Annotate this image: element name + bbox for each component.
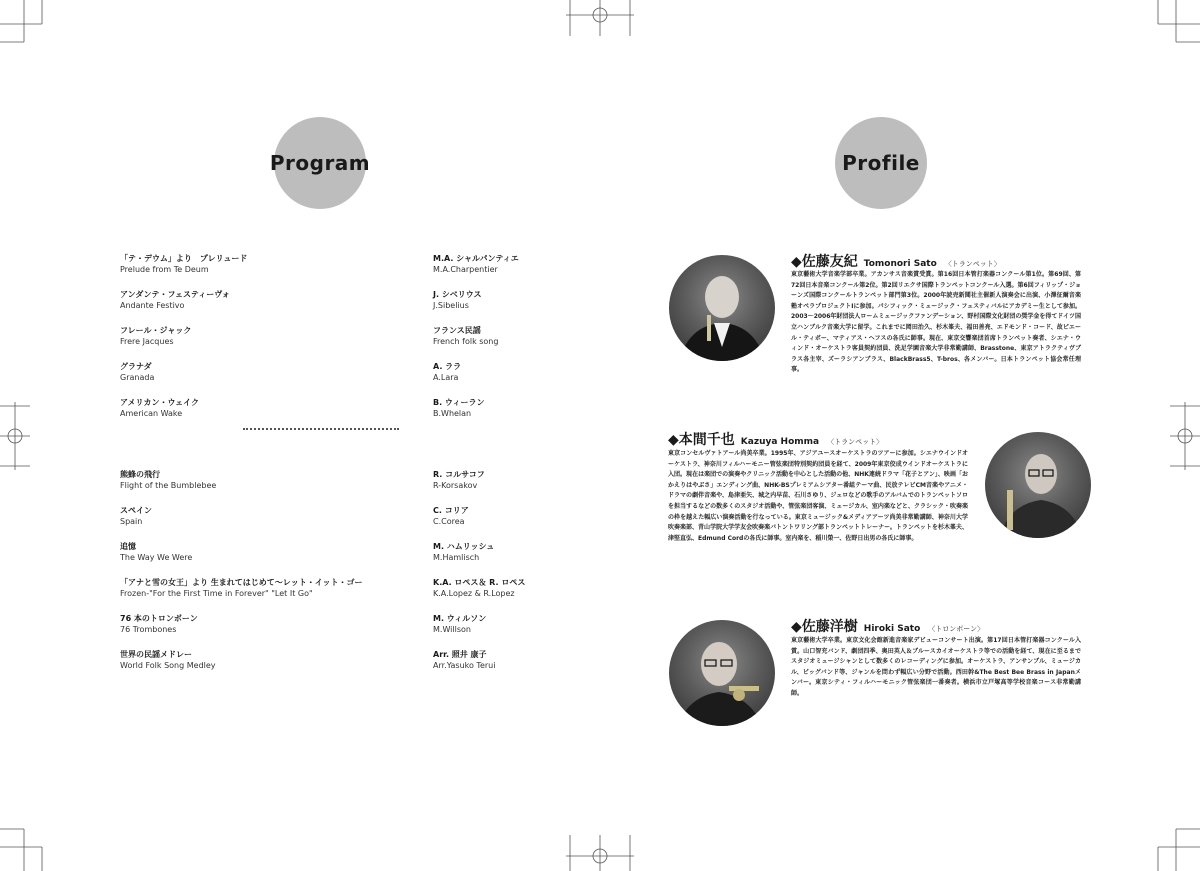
piece-title-en: Granada <box>120 373 155 382</box>
performer-photo-trumpet-1 <box>669 255 775 361</box>
profile-name-row <box>668 431 883 450</box>
piece-title-jp: 「テ・デウム」より プレリュード <box>120 254 248 263</box>
performer-photo-trombone <box>669 620 775 726</box>
piece-title-en: 76 Trombones <box>120 625 177 634</box>
composer-jp: フランス民謡 <box>433 326 481 335</box>
performer-photo-trumpet-2 <box>985 432 1091 538</box>
profile-name-jp: ◆本間千也 <box>668 432 735 448</box>
profile-name-row <box>791 618 984 637</box>
program-item <box>120 541 363 563</box>
piece-title-jp: 「アナと雪の女王」より 生まれてはじめて～レット・イット・ゴー <box>120 578 363 587</box>
profile-name-jp: ◆佐藤友紀 <box>791 254 858 270</box>
program-composer <box>433 577 525 599</box>
composer-en: R-Korsakov <box>433 481 478 490</box>
piece-title-jp: 76 本のトロンボーン <box>120 614 198 623</box>
composer-jp: C. コリア <box>433 506 469 515</box>
piece-title-en: Frere Jacques <box>120 337 174 346</box>
profile-bio: 東京藝術大学卒業。東京文化会館新進音楽家デビューコンサート出演。第17回日本管打楽器コンクール入賞。山口智充バンド、劇団四季、奥田英人＆ブルースカイオーケストラ等での活動を経て、現在に至るまでスタジオミュージシャンとして数多くのレコーディングに参加。オーケストラ、アンサンブル、ミュージカル、ビッグバンド等、ジャンルを問わず幅広い分野で活動。西田幹&The Best Bee Brass in Japanメンバー。東京シティ・フィルハーモニック管弦楽団一番奏者。横浜市立戸塚高等学校音楽コース非常勤講師。 <box>791 637 1081 697</box>
profile-name-en: Tomonori Sato <box>863 259 937 269</box>
piece-title-en: World Folk Song Medley <box>120 661 216 670</box>
program-item <box>120 253 247 275</box>
profile-role: 〈トロンボーン〉 <box>928 625 985 633</box>
composer-jp: Arr. 照井 康子 <box>433 650 487 659</box>
composer-jp: B. ウィーラン <box>433 398 485 407</box>
program-item <box>120 505 363 527</box>
program-item <box>120 361 247 383</box>
composer-en: M.A.Charpentier <box>433 265 498 274</box>
piece-title-jp: スペイン <box>120 506 152 515</box>
piece-title-en: Andante Festivo <box>120 301 185 310</box>
program-part2-titles <box>120 469 363 685</box>
composer-en: M.Willson <box>433 625 471 634</box>
composer-en: French folk song <box>433 337 499 346</box>
composer-jp: J. シベリウス <box>433 290 482 299</box>
piece-title-en: American Wake <box>120 409 183 418</box>
intermission-divider <box>243 428 399 430</box>
program-part1-composers <box>433 253 519 433</box>
program-item <box>120 289 247 311</box>
piece-title-jp: グラナダ <box>120 362 152 371</box>
piece-title-jp: アンダンテ・フェスティーヴォ <box>120 290 230 299</box>
program-composer <box>433 505 525 527</box>
piece-title-jp: 世界の民謡メドレー <box>120 650 192 659</box>
piece-title-en: Flight of the Bumblebee <box>120 481 217 490</box>
program-header: Program <box>274 117 366 209</box>
piece-title-en: Prelude from Te Deum <box>120 265 209 274</box>
program-composer <box>433 289 519 311</box>
composer-en: B.Whelan <box>433 409 472 418</box>
profile-header: Profile <box>835 117 927 209</box>
piece-title-jp: アメリカン・ウェイク <box>120 398 199 407</box>
composer-jp: M.A. シャルパンティエ <box>433 254 519 263</box>
profile-name-en: Hiroki Sato <box>863 624 921 634</box>
program-part2-composers <box>433 469 525 685</box>
program-item <box>120 469 363 491</box>
composer-en: C.Corea <box>433 517 465 526</box>
program-item <box>120 613 363 635</box>
composer-en: A.Lara <box>433 373 459 382</box>
piece-title-jp: 追憶 <box>120 542 136 551</box>
profile-role: 〈トランペット〉 <box>944 260 1001 268</box>
program-composer <box>433 397 519 419</box>
piece-title-en: Spain <box>120 517 143 526</box>
profile-name-en: Kazuya Homma <box>740 437 820 447</box>
composer-jp: A. ララ <box>433 362 462 371</box>
program-composer <box>433 325 519 347</box>
profile-name-jp: ◆佐藤洋樹 <box>791 619 858 635</box>
program-item <box>120 577 363 599</box>
program-composer <box>433 361 519 383</box>
profile-bio: 東京藝術大学音楽学部卒業。アカンサス音楽賞受賞。第16回日本管打楽器コンクール第1位。第69回、第72回日本音楽コンクール第2位。第2回リエクサ国際トランペットコンクール入選。第6回フィリップ・ジョーンズ国際コンクールトランペット部門第3位。2000年読売新聞社主催新人演奏会に出演、小澤征爾音楽塾オペラプロジェクトⅠに参加。パシフィック・ミュージック・フェスティバルにアカデミー生として参加。2003～2006年財団法人ロームミュージックファンデーション、野村国際文化財団の奨学金を得てドイツ国立ハンブルク音楽大学に留学。これまでに岡田治久、杉木峯夫、福田善亮、エドモンド・コード、故ピエール・ティボー、マティアス・ヘフスの各氏に師事。現在、東京交響楽団首席トランペット奏者、シエナ・ウィンド・オーケストラ客員契約団員、洗足学園音楽大学非常勤講師、Brasstone、東京アトラクティヴブラス各主宰、ズーラシアンブラス、BlackBrass5、T-bros、各メンバー。日本トランペット協会常任理事。 <box>791 271 1081 374</box>
composer-en: M.Hamlisch <box>433 553 480 562</box>
piece-title-en: Frozen-"For the First Time in Forever" "Let It Go" <box>120 589 313 598</box>
piece-title-en: The Way We Were <box>120 553 193 562</box>
program-item <box>120 397 247 419</box>
composer-jp: M. ハムリッシュ <box>433 542 495 551</box>
composer-jp: M. ウィルソン <box>433 614 487 623</box>
program-item <box>120 649 363 671</box>
composer-en: Arr.Yasuko Terui <box>433 661 496 670</box>
program-composer <box>433 469 525 491</box>
composer-jp: K.A. ロペス＆ R. ロペス <box>433 578 526 587</box>
profile-role: 〈トランペット〉 <box>827 438 884 446</box>
program-part1-titles <box>120 253 247 433</box>
piece-title-jp: 熊蜂の飛行 <box>120 470 160 479</box>
profile-bio: 東京コンセルヴァトアール尚美卒業。1995年、アジアユースオーケストラのツアーに参加。シエナウインドオーケストラ、神奈川フィルハーモニー管弦楽団特別契約団員を経て、2009年東京佼成ウインドオーケストラに入団。現在は楽団での演奏やクリニック活動を中心とした活動の他、NHK連続ドラマ「花子とアン」、映画「おかえりはやぶさ」エンディング曲、NHK-BSプレミアムシアター番組テーマ曲、民放テレビCM音楽やアニメ・ドラマの劇伴音楽や、島津亜矢、城之内早苗、石川さゆり、ジェロなどの歌手のアルバムでのトランペットソロを担当するなどの数多くのスタジオ活動や、管弦楽団客演、ミュージカル、室内楽などと、クラシック・吹奏楽の枠を越えた幅広い演奏活動を行なっている。東京ミュージック&メディアアーツ尚美非常勤講師、神奈川大学吹奏楽部、青山学院大学学友会吹奏楽バトントワリング部トランペットトレーナー。トランペットを杉木峯夫、津堅直弘、Edmund Cordの各氏に師事。室内楽を、稲川榮一、佐野日出男の各氏に師事。 <box>668 450 968 542</box>
program-composer <box>433 649 525 671</box>
composer-jp: R. コルサコフ <box>433 470 485 479</box>
program-composer <box>433 613 525 635</box>
program-item <box>120 325 247 347</box>
program-composer <box>433 541 525 563</box>
piece-title-jp: フレール・ジャック <box>120 326 192 335</box>
program-composer <box>433 253 519 275</box>
composer-en: J.Sibelius <box>433 301 469 310</box>
composer-en: K.A.Lopez & R.Lopez <box>433 589 515 598</box>
